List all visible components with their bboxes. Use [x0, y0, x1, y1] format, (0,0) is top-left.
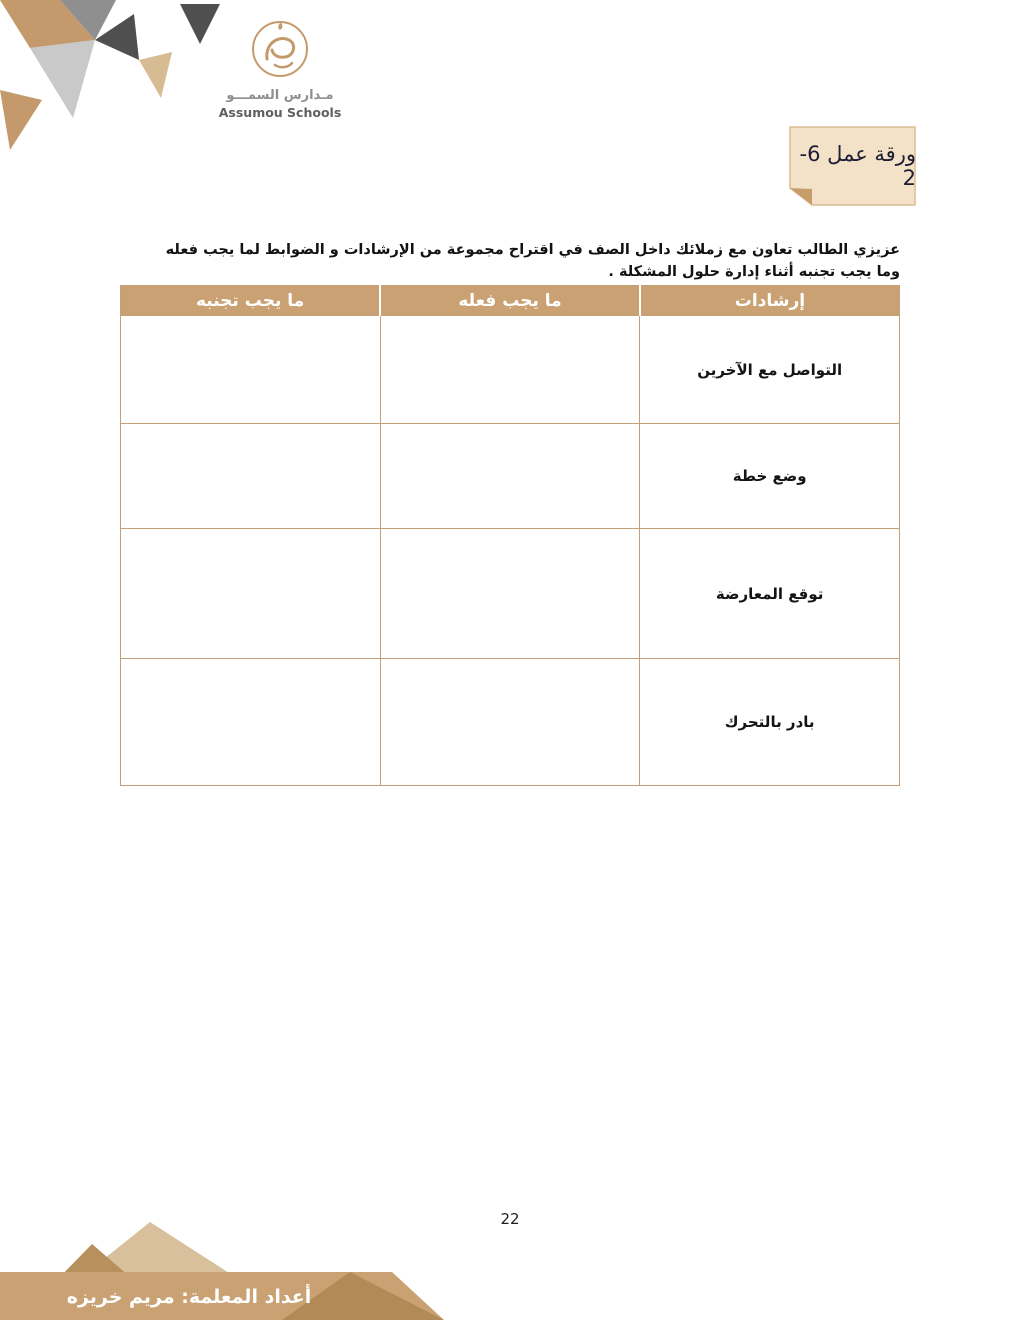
- guidelines-table: [120, 285, 900, 786]
- school-logo: [198, 12, 362, 120]
- header-cell-guidelines: إرشادات: [640, 286, 900, 316]
- guideline-cell: بادر بالتحرك: [640, 659, 900, 786]
- do-cell: [380, 659, 640, 786]
- header-cell-do: ما يجب فعله: [380, 286, 640, 316]
- guideline-cell: التواصل مع الآخرين: [640, 316, 900, 424]
- table-row: [121, 529, 900, 659]
- avoid-cell: [121, 316, 381, 424]
- brand-name-arabic: مـدارس السمـــو: [226, 88, 334, 103]
- instructions-text: عزيزي الطالب تعاون مع زملائك داخل الصف في اقتراح مجموعة من الإرشادات و الضوابط لما يجب فعله وما يجب تجنبه أثناء إدارة حلول المشكلة .: [165, 241, 900, 280]
- brand-name-english: Assumou Schools: [218, 105, 342, 120]
- worksheet-tab: [789, 126, 916, 206]
- page-number: 22: [500, 1210, 520, 1228]
- do-cell: [380, 316, 640, 424]
- worksheet-tab-label: ورقة عمل 6-2: [799, 142, 916, 190]
- avoid-cell: [121, 529, 381, 659]
- header-cell-avoid: ما يجب تجنبه: [121, 286, 381, 316]
- guideline-cell: توقع المعارضة: [640, 529, 900, 659]
- table-row: [121, 424, 900, 529]
- table-row: [121, 659, 900, 786]
- school-logo-icon: [245, 12, 315, 88]
- table-header-row: [121, 286, 900, 316]
- table-row: [121, 316, 900, 424]
- avoid-cell: [121, 424, 381, 529]
- avoid-cell: [121, 659, 381, 786]
- teacher-credit: أعداد المعلمة: مريم خريزه: [66, 1286, 312, 1308]
- guideline-cell: وضع خطة: [640, 424, 900, 529]
- do-cell: [380, 529, 640, 659]
- do-cell: [380, 424, 640, 529]
